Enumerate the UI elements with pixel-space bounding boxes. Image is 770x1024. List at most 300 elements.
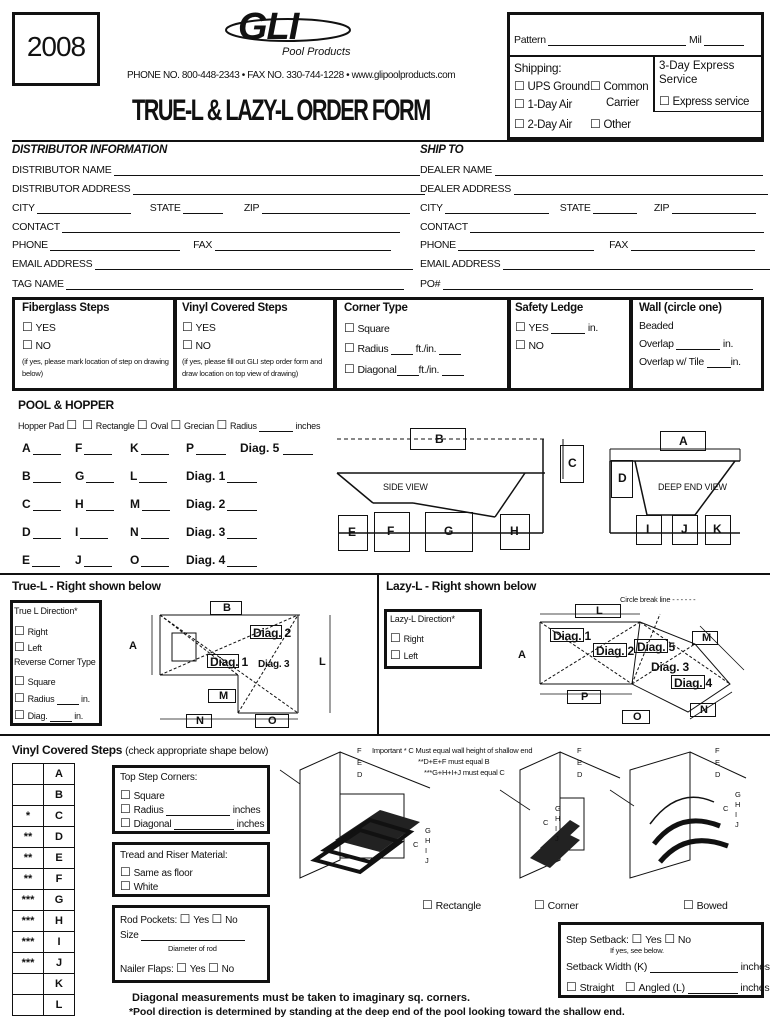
lazy-l-label-diag4: Diag. 4 <box>671 675 705 689</box>
measure-1-1 <box>75 469 114 483</box>
pattern-label: Pattern <box>514 34 546 46</box>
step-dim-letter: I <box>735 810 737 819</box>
step-dim-letter: E <box>577 758 582 767</box>
pattern-row <box>514 34 744 46</box>
logo <box>222 6 357 62</box>
measure-3-2 <box>186 497 257 511</box>
step-row[interactable] <box>13 974 75 995</box>
measure-0-3 <box>22 525 61 539</box>
step-dim-letter: I <box>555 824 557 833</box>
distributor-email-input[interactable] <box>95 259 413 270</box>
safety-yes-checkbox[interactable]: ☐ YES <box>515 322 549 334</box>
bowed-shape-checkbox[interactable]: ☐ Bowed <box>683 898 728 912</box>
header-divider <box>12 140 764 142</box>
corner-shape-checkbox[interactable]: ☐ Corner <box>534 898 578 912</box>
measure-0-4 <box>22 553 60 567</box>
nailer-flaps-row: Nailer Flaps: ☐ Yes ☐ No <box>120 961 234 975</box>
side-label-h: H <box>500 514 530 550</box>
oval-checkbox[interactable]: ☐ Oval <box>137 421 168 431</box>
rod-pockets-no-checkbox[interactable]: ☐ No <box>212 915 238 926</box>
step-mark[interactable] <box>13 764 44 785</box>
step-dim-letter: F <box>357 746 362 755</box>
rectangle-shape-checkbox[interactable]: ☐ Rectangle <box>422 898 481 912</box>
lazy-l-label-diag1: Diag. 1 <box>550 628 584 642</box>
measure-label: P <box>186 441 195 455</box>
measure-input[interactable] <box>142 500 170 511</box>
deep-label-d: D <box>611 460 633 498</box>
distributor-heading: DISTRIBUTOR INFORMATION <box>12 144 167 156</box>
measure-label: C <box>22 497 31 511</box>
lazy-l-label-l: L <box>575 604 621 618</box>
rod-pockets-row: Rod Pockets: ☐ Yes ☐ No <box>120 912 238 926</box>
step-mark[interactable] <box>13 974 44 995</box>
true-l-label-diag3: Diag. 3 <box>258 659 290 670</box>
year: 2008 <box>26 31 86 62</box>
step-row[interactable] <box>13 932 75 953</box>
step-letter: C <box>44 806 75 827</box>
distributor-phone-input[interactable] <box>50 240 180 251</box>
dealer-contact-input[interactable] <box>470 222 764 233</box>
step-dim-letter: D <box>577 770 583 779</box>
corner-radius-row: ☐ Radius ft./in. <box>344 341 461 355</box>
measure-input[interactable] <box>33 444 61 455</box>
setback-no-checkbox[interactable]: ☐ No <box>664 934 691 946</box>
step-row[interactable] <box>13 785 75 806</box>
setback-note: If yes, see below. <box>610 946 664 955</box>
lazy-l-label-n: N <box>690 703 716 717</box>
two-day-air-checkbox[interactable]: ☐ 2-Day Air <box>514 117 572 131</box>
step-dim-letter: J <box>425 856 429 865</box>
distributor-zip-input[interactable] <box>262 203 410 214</box>
tag-name-input[interactable] <box>66 279 404 290</box>
true-l-label-n: N <box>186 714 212 728</box>
step-row[interactable] <box>13 806 75 827</box>
top-corners-title: Top Step Corners: <box>120 772 198 783</box>
measure-label: F <box>75 441 83 455</box>
vinyl-no-checkbox[interactable]: ☐ NO <box>182 338 211 352</box>
top-radius-row: ☐ Radius inches <box>120 802 260 816</box>
distributor-address-row: DISTRIBUTOR ADDRESS <box>12 183 425 195</box>
safety-title: Safety Ledge <box>515 302 583 314</box>
step-dim-letter: G <box>425 826 431 835</box>
pool-hopper-title: POOL & HOPPER <box>18 398 114 412</box>
measure-1-3 <box>75 525 108 539</box>
measure-2-1 <box>130 469 167 483</box>
overlap-input[interactable] <box>676 339 720 350</box>
measure-label: E <box>22 553 31 567</box>
true-l-label-diag1: Diag. 1 <box>207 654 239 668</box>
corner-radius-input-2[interactable] <box>439 344 461 355</box>
top-radius-input[interactable] <box>166 807 230 816</box>
year-box <box>12 12 100 86</box>
measure-label: B <box>22 469 31 483</box>
dealer-name-input[interactable] <box>495 165 763 176</box>
reverse-diag-checkbox[interactable]: ☐ Diag. <box>14 711 48 721</box>
footer-note-2: *Pool direction is determined by standing at the deep end of the pool looking toward the shallow end. <box>129 1006 625 1018</box>
step-dim-letter: D <box>357 770 363 779</box>
white-checkbox[interactable]: ☐ White <box>120 879 158 893</box>
hopper-pad-row: Hopper Pad ☐ ☐ Rectangle ☐ Oval ☐ Grecian ☐ Radius inches <box>18 418 320 432</box>
rod-size-row: Size <box>120 930 245 941</box>
step-mark[interactable]: *** <box>13 953 44 974</box>
same-as-floor-checkbox[interactable]: ☐ Same as floor <box>120 865 193 879</box>
corner-diagonal-checkbox[interactable]: ☐ Diagonal <box>344 364 397 376</box>
important-note-3: ***G+H+I+J must equal C <box>424 768 505 777</box>
overlap-tile-input[interactable] <box>707 357 731 368</box>
diag5-input[interactable] <box>283 444 313 455</box>
measure-label: Diag. 2 <box>186 497 226 511</box>
distributor-city-row: CITY STATE ZIP <box>12 202 410 214</box>
fiberglass-title: Fiberglass Steps <box>22 302 110 314</box>
measure-input[interactable] <box>80 528 108 539</box>
lazy-l-label-o: O <box>622 710 650 724</box>
important-note-1: Important * C Must equal wall height of shallow end <box>372 746 533 755</box>
safety-inches-input[interactable] <box>551 323 585 334</box>
measure-input[interactable] <box>84 444 112 455</box>
wall-beaded[interactable]: Beaded <box>639 320 674 332</box>
step-row[interactable] <box>13 890 75 911</box>
contact-line: PHONE NO. 800-448-2343 • FAX NO. 330-744-1228 • www.glipoolproducts.com <box>127 70 456 81</box>
measure-1-2 <box>75 497 114 511</box>
side-label-f: F <box>374 512 410 552</box>
distributor-contact-input[interactable] <box>62 222 400 233</box>
express-title: 3-Day Express Service <box>659 60 735 86</box>
side-label-g: G <box>425 512 473 552</box>
measure-1-4 <box>75 553 112 567</box>
side-label-b: B <box>410 428 466 450</box>
logo-text: GLI <box>238 6 299 48</box>
measure-3-1 <box>186 469 257 483</box>
measure-input[interactable] <box>86 472 114 483</box>
setback-yes-checkbox[interactable]: ☐ Yes <box>632 934 662 946</box>
radius-inches-input[interactable] <box>259 421 293 432</box>
lazy-l-label-a: A <box>518 649 526 661</box>
ship-to-heading: SHIP TO <box>420 144 464 156</box>
vinyl-yes-checkbox[interactable]: ☐ YES <box>182 320 216 334</box>
step-mark[interactable] <box>13 995 44 1016</box>
logo-tagline: Pool Products <box>282 46 351 58</box>
distributor-name-input[interactable] <box>114 165 420 176</box>
dealer-city-row: CITY STATE ZIP <box>420 202 756 214</box>
measure-0-1 <box>22 469 61 483</box>
corner-radius-checkbox[interactable]: ☐ Radius <box>344 343 388 355</box>
one-day-air-checkbox[interactable]: ☐ 1-Day Air <box>514 97 572 111</box>
lazy-l-left-checkbox[interactable]: ☐ Left <box>390 648 418 662</box>
side-label-e: E <box>338 515 368 551</box>
step-dim-letter: C <box>723 804 729 813</box>
dealer-name-row: DEALER NAME <box>420 164 763 176</box>
nailer-no-checkbox[interactable]: ☐ No <box>208 964 234 975</box>
side-label-c: C <box>560 445 584 483</box>
wall-overlap-tile-row: Overlap w/ Tile in. <box>639 356 741 368</box>
measure-label: Diag. 4 <box>186 553 226 567</box>
fiberglass-note: (if yes, please mark location of step on drawing below) <box>22 357 169 378</box>
measure-2-0 <box>130 441 169 455</box>
corner-title: Corner Type <box>344 302 408 314</box>
measure-input[interactable] <box>33 500 61 511</box>
nailer-yes-checkbox[interactable]: ☐ Yes <box>176 964 205 975</box>
step-letter: G <box>44 890 75 911</box>
common-carrier-checkbox[interactable]: ☐ Common <box>590 79 648 93</box>
deep-end-view-label: DEEP END VIEW <box>658 482 727 492</box>
measure-input[interactable] <box>227 500 257 511</box>
radius-checkbox[interactable]: ☐ Radius <box>216 421 256 431</box>
step-letter: F <box>44 869 75 890</box>
step-shape-table <box>12 763 75 1016</box>
distributor-state-input[interactable] <box>183 203 223 214</box>
rectangle-checkbox[interactable]: ☐ Rectangle <box>82 421 134 431</box>
dealer-phone-row: PHONE FAX <box>420 239 755 251</box>
measure-3-4 <box>186 553 257 567</box>
wall-title: Wall (circle one) <box>639 302 722 314</box>
step-letter: L <box>44 995 75 1016</box>
distributor-contact-row: CONTACT <box>12 221 400 233</box>
lazy-l-label-diag3: Diag. 3 <box>651 660 689 674</box>
true-l-diagram <box>130 605 370 725</box>
step-row[interactable] <box>13 764 75 785</box>
rod-diameter-label: Diameter of rod <box>168 944 217 953</box>
true-l-label-a: A <box>129 640 137 652</box>
measure-input[interactable] <box>227 472 257 483</box>
other-checkbox[interactable]: ☐ Other <box>590 117 631 131</box>
fiberglass-no-checkbox[interactable]: ☐ NO <box>22 338 51 352</box>
step-dim-letter: H <box>735 800 741 809</box>
lazy-l-title: Lazy-L - Right shown below <box>386 579 536 593</box>
dealer-zip-input[interactable] <box>672 203 756 214</box>
dealer-email-input[interactable] <box>503 259 770 270</box>
step-dim-letter: J <box>735 820 739 829</box>
reverse-radius-checkbox[interactable]: ☐ Radius <box>14 694 54 704</box>
footer-note-1: Diagonal measurements must be taken to imaginary sq. corners. <box>132 992 471 1004</box>
deep-label-j: J <box>672 515 698 545</box>
important-note-2: **D+E+F must equal B <box>418 757 490 766</box>
measure-label: H <box>75 497 84 511</box>
step-mark[interactable] <box>13 785 44 806</box>
measure-2-3 <box>130 525 169 539</box>
true-lazy-divider <box>377 573 379 735</box>
step-dim-letter: F <box>715 746 720 755</box>
measure-1-0 <box>75 441 112 455</box>
bowed-step-diagram <box>610 750 750 890</box>
step-row[interactable] <box>13 848 75 869</box>
vinyl-note: (if yes, please fill out GLI step order form and draw location on top view of drawing) <box>182 357 323 378</box>
setback-angle-row: ☐ Straight ☐ Angled (L) inches <box>566 980 769 994</box>
grecian-checkbox[interactable]: ☐ Grecian <box>170 421 214 431</box>
top-square-checkbox[interactable]: ☐ Square <box>120 788 165 802</box>
step-letter: K <box>44 974 75 995</box>
measure-input[interactable] <box>227 528 257 539</box>
reverse-diag-row: ☐ Diag. in. <box>14 708 83 722</box>
measure-label: Diag. 3 <box>186 525 226 539</box>
step-mark[interactable]: *** <box>13 890 44 911</box>
mil-label: Mil <box>689 34 702 46</box>
vinyl-steps-heading: Vinyl Covered Steps (check appropriate shape below) <box>12 743 269 757</box>
measure-label: G <box>75 469 85 483</box>
express-service-checkbox[interactable]: ☐ Express service <box>659 94 749 108</box>
true-l-left-checkbox[interactable]: ☐ Left <box>14 640 42 654</box>
step-mark[interactable]: ** <box>13 848 44 869</box>
reverse-corner-label: Reverse Corner Type <box>14 657 96 667</box>
carrier-label: Carrier <box>606 97 640 109</box>
top-diagonal-row: ☐ Diagonal inches <box>120 816 264 830</box>
reverse-diag-input[interactable] <box>50 713 72 722</box>
measure-input[interactable] <box>141 444 169 455</box>
step-dim-letter: H <box>425 836 431 845</box>
measure-label: O <box>130 553 140 567</box>
pattern-input[interactable] <box>548 35 686 46</box>
po-row: PO# <box>420 278 753 290</box>
ups-ground-checkbox[interactable]: ☐ UPS Ground <box>514 79 590 93</box>
shipping-label: Shipping: <box>514 61 562 75</box>
angled-input[interactable] <box>688 985 738 994</box>
measure-3-3 <box>186 525 257 539</box>
measure-input[interactable] <box>139 472 167 483</box>
fiberglass-yes-checkbox[interactable]: ☐ YES <box>22 320 56 334</box>
step-dim-letter: G <box>735 790 741 799</box>
measure-0-2 <box>22 497 61 511</box>
step-letter: E <box>44 848 75 869</box>
step-row[interactable] <box>13 953 75 974</box>
hopper-pad-checkbox[interactable] <box>66 421 80 431</box>
step-mark[interactable]: ** <box>13 827 44 848</box>
measure-2-4 <box>130 553 169 567</box>
lazy-l-diagram <box>510 604 760 724</box>
rectangle-step-diagram <box>280 750 430 890</box>
dealer-city-input[interactable] <box>445 203 549 214</box>
dealer-fax-input[interactable] <box>631 240 755 251</box>
measure-input[interactable] <box>33 528 61 539</box>
step-letter: D <box>44 827 75 848</box>
step-dim-letter: C <box>413 840 419 849</box>
step-dim-letter: F <box>577 746 582 755</box>
true-l-label-b: B <box>210 601 242 615</box>
step-letter: H <box>44 911 75 932</box>
step-mark[interactable]: *** <box>13 911 44 932</box>
true-l-right-checkbox[interactable]: ☐ Right <box>14 624 48 638</box>
measure-label: Diag. 1 <box>186 469 226 483</box>
lazy-l-label-p: P <box>567 690 601 704</box>
po-input[interactable] <box>443 279 753 290</box>
section-divider <box>0 573 770 575</box>
step-dim-letter: H <box>555 814 561 823</box>
step-row[interactable] <box>13 911 75 932</box>
corner-diagonal-input[interactable] <box>397 365 419 376</box>
corner-radius-input[interactable] <box>391 344 413 355</box>
setback-width-input[interactable] <box>650 964 738 973</box>
step-dim-letter: C <box>543 818 549 827</box>
true-l-label-l: L <box>319 656 326 668</box>
lazy-l-right-checkbox[interactable]: ☐ Right <box>390 631 424 645</box>
step-dim-letter: E <box>715 758 720 767</box>
lazy-l-label-diag5: Diag. 5 <box>634 639 668 653</box>
distributor-fax-input[interactable] <box>215 240 391 251</box>
measure-label: N <box>130 525 139 539</box>
wall-overlap-row: Overlap in. <box>639 338 734 350</box>
deep-label-k: K <box>705 515 731 545</box>
step-letter: J <box>44 953 75 974</box>
measure-label: J <box>75 553 82 567</box>
setback-width-row: Setback Width (K) inches <box>566 961 770 973</box>
reverse-square-checkbox[interactable]: ☐ Square <box>14 674 55 688</box>
measure-input[interactable] <box>86 500 114 511</box>
measure-3-0 <box>186 441 226 455</box>
deep-label-i: I <box>636 515 662 545</box>
step-dim-letter: E <box>357 758 362 767</box>
dealer-address-input[interactable] <box>514 184 768 195</box>
straight-checkbox[interactable]: ☐ Straight <box>566 982 614 994</box>
measure-input[interactable] <box>33 472 61 483</box>
dealer-phone-input[interactable] <box>458 240 594 251</box>
distributor-tag-row: TAG NAME <box>12 278 404 290</box>
true-l-label-diag2: Diag. 2 <box>250 625 282 639</box>
dealer-address-row: DEALER ADDRESS <box>420 183 768 195</box>
measure-label: M <box>130 497 140 511</box>
step-row[interactable] <box>13 827 75 848</box>
distributor-email-row: EMAIL ADDRESS <box>12 258 413 270</box>
distributor-address-input[interactable] <box>133 184 425 195</box>
top-radius-checkbox[interactable]: ☐ Radius <box>120 805 164 816</box>
angled-checkbox[interactable]: ☐ Angled (L) <box>625 982 685 994</box>
vinyl-title: Vinyl Covered Steps <box>182 302 288 314</box>
measure-input[interactable] <box>141 528 169 539</box>
step-dim-letter: D <box>715 770 721 779</box>
mil-input[interactable] <box>704 35 744 46</box>
step-letter: A <box>44 764 75 785</box>
measure-label: I <box>75 525 79 539</box>
step-row[interactable] <box>13 869 75 890</box>
step-mark[interactable]: ** <box>13 869 44 890</box>
reverse-radius-input[interactable] <box>57 696 79 705</box>
lazy-l-label-diag2: Diag. 2 <box>593 643 627 657</box>
step-dim-letter: J <box>555 834 559 843</box>
wall-overlap[interactable]: Overlap <box>639 338 674 350</box>
rod-pockets-yes-checkbox[interactable]: ☐ Yes <box>180 915 209 926</box>
step-letter: B <box>44 785 75 806</box>
measure-input[interactable] <box>84 556 112 567</box>
distributor-city-input[interactable] <box>37 203 131 214</box>
true-l-label-m: M <box>208 689 236 703</box>
step-letter: I <box>44 932 75 953</box>
material-title: Tread and Riser Material: <box>120 850 228 861</box>
circle-break-label: Circle break line - - - - - - <box>620 595 696 604</box>
corner-diagonal-input-2[interactable] <box>442 365 464 376</box>
top-diagonal-checkbox[interactable]: ☐ Diagonal <box>120 819 171 830</box>
corner-square-checkbox[interactable]: ☐ Square <box>344 321 390 335</box>
rod-size-input[interactable] <box>141 932 245 941</box>
measure-input[interactable] <box>227 556 257 567</box>
step-mark[interactable]: * <box>13 806 44 827</box>
dealer-contact-row: CONTACT <box>420 221 764 233</box>
section-divider-2 <box>0 734 770 736</box>
lazy-l-direction: Lazy-L Direction* <box>390 614 455 624</box>
corner-diagonal-row: ☐ Diagonal ft./in. <box>344 362 464 376</box>
side-view-label: SIDE VIEW <box>383 482 428 492</box>
safety-no-checkbox[interactable]: ☐ NO <box>515 338 544 352</box>
lazy-l-label-m: M <box>692 631 718 645</box>
measure-input[interactable] <box>196 444 226 455</box>
dealer-state-input[interactable] <box>593 203 637 214</box>
step-row[interactable] <box>13 995 75 1016</box>
measure-input[interactable] <box>141 556 169 567</box>
measure-input[interactable] <box>32 556 60 567</box>
measure-label: A <box>22 441 31 455</box>
step-mark[interactable]: *** <box>13 932 44 953</box>
setback-row: Step Setback: ☐ Yes ☐ No <box>566 932 691 946</box>
measure-2-2 <box>130 497 170 511</box>
top-diagonal-input[interactable] <box>174 821 234 830</box>
safety-yes-row: ☐ YES in. <box>515 320 598 334</box>
wall-overlap-tile[interactable]: Overlap w/ Tile <box>639 356 704 368</box>
